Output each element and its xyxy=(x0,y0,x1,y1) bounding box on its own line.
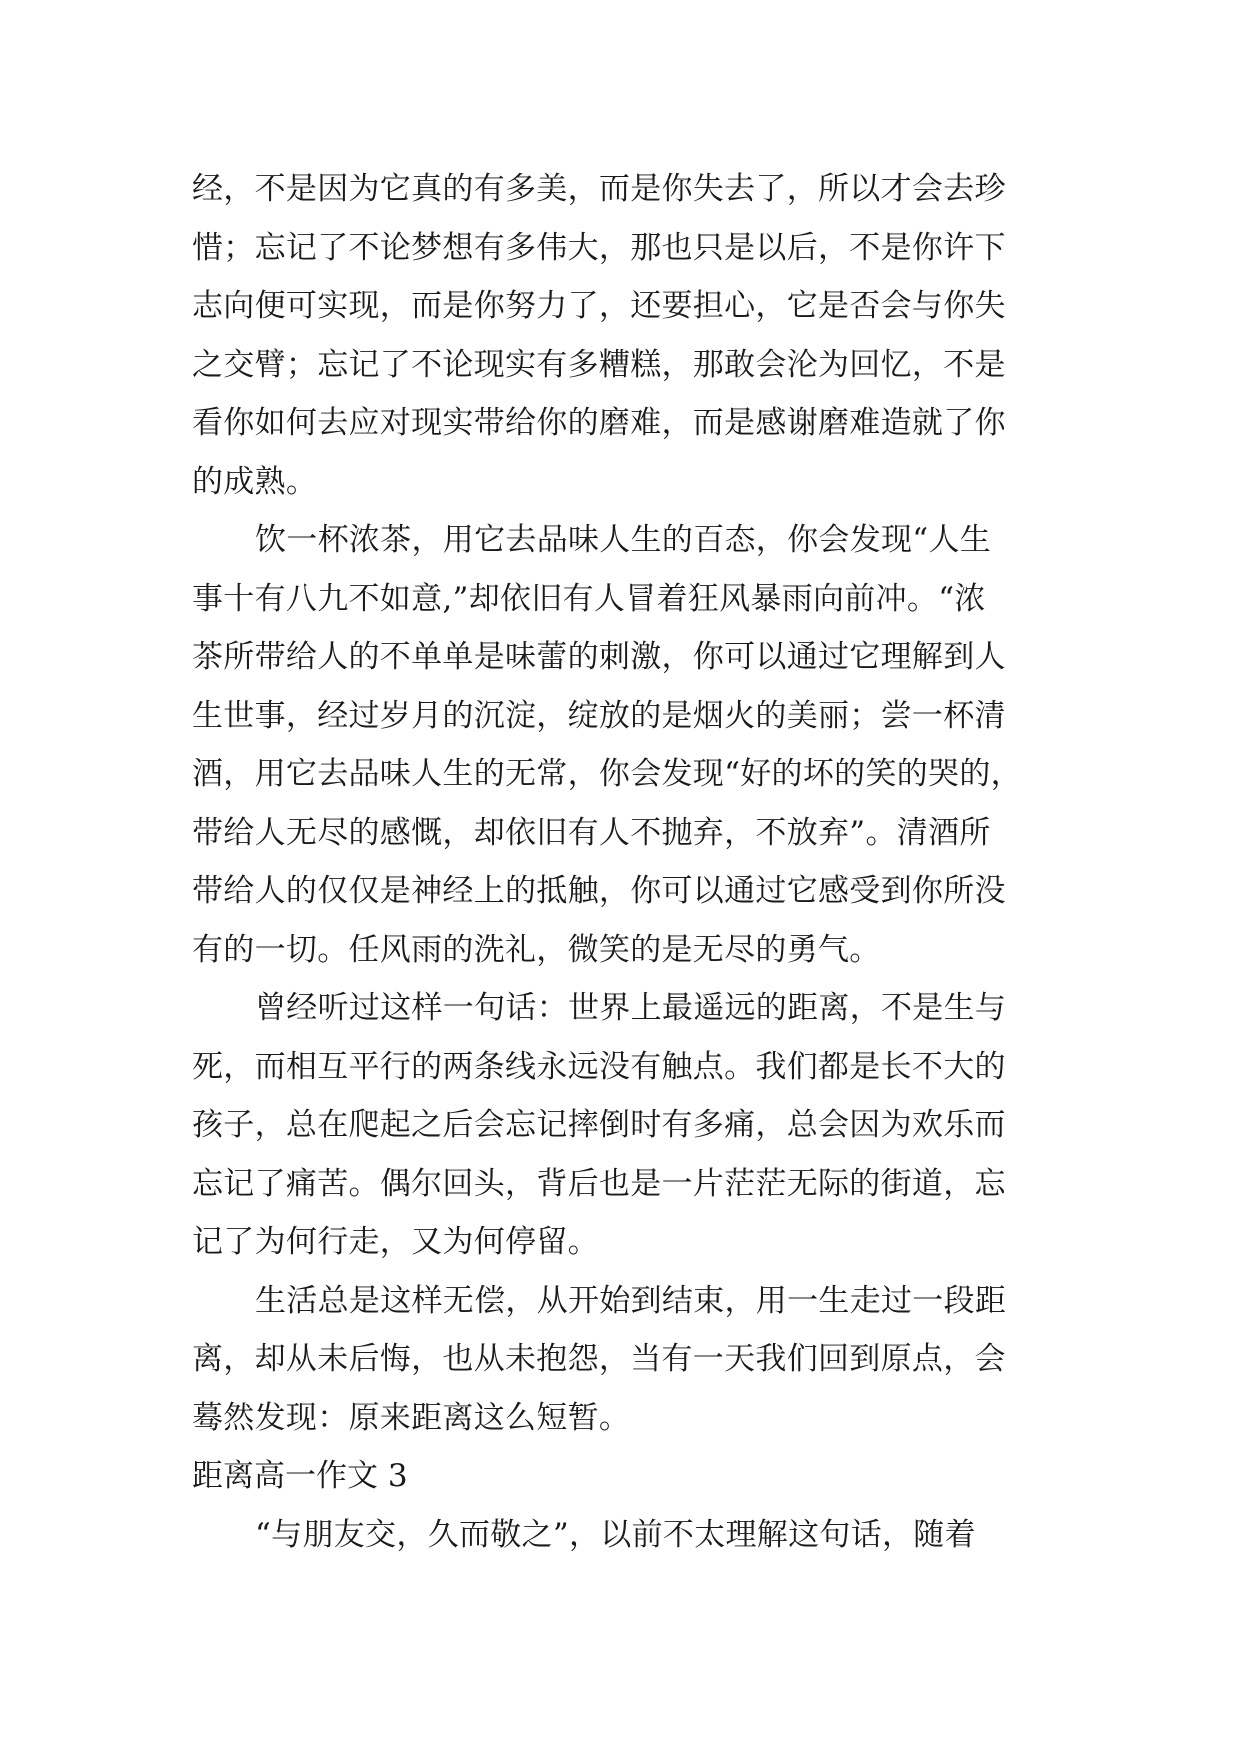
paragraph-line: 带给人的仅仅是神经上的抵触，你可以通过它感受到你所没 xyxy=(192,873,1006,909)
paragraph-line: 蓦然发现：原来距离这么短暂。 xyxy=(192,1399,631,1436)
paragraph-line: 离，却从未后悔，也从未抱怨，当有一天我们回到原点，会 xyxy=(192,1341,1006,1377)
paragraph-first-line: 曾经听过这样一句话：世界上最遥远的距离，不是生与 xyxy=(255,990,1007,1026)
paragraph-line: 记了为何行走，又为何停留。 xyxy=(192,1224,599,1260)
paragraph-line: 酒，用它去品味人生的无常，你会发现“好的坏的笑的哭的， xyxy=(192,756,1022,792)
paragraph-line: 经，不是因为它真的有多美，而是你失去了，所以才会去珍 xyxy=(192,171,1006,207)
paragraph-first-line: 饮一杯浓茶，用它去品味人生的百态，你会发现“人生 xyxy=(255,522,992,558)
paragraph-first-line: 生活总是这样无偿，从开始到结束，用一生走过一段距 xyxy=(255,1282,1007,1319)
paragraph-line: 事十有八九不如意,”却依旧有人冒着狂风暴雨向前冲。“浓 xyxy=(192,580,986,617)
paragraph-line: 茶所带给人的不单单是味蕾的刺激，你可以通过它理解到人 xyxy=(192,639,1006,675)
paragraph-line: 之交臂；忘记了不论现实有多糟糕，那敢会沦为回忆，不是 xyxy=(192,346,1006,383)
paragraph-line: 死，而相互平行的两条线永远没有触点。我们都是长不大的 xyxy=(192,1048,1006,1085)
paragraph-line: 看你如何去应对现实带给你的磨难，而是感谢磨难造就了你 xyxy=(192,405,1006,441)
document-body xyxy=(192,160,1052,1564)
paragraph-line: 志向便可实现，而是你努力了，还要担心，它是否会与你失 xyxy=(192,288,1006,324)
paragraph-line: 带给人无尽的感慨，却依旧有人不抛弃，不放弃”。清酒所 xyxy=(192,814,991,851)
paragraph-first-line: “与朋友交，久而敬之”，以前不太理解这句话，随着 xyxy=(255,1516,976,1553)
paragraph-line: 的成熟。 xyxy=(192,463,318,500)
paragraph-line: 忘记了痛苦。偶尔回头，背后也是一片茫茫无际的街道，忘 xyxy=(192,1165,1006,1202)
paragraph-line: 有的一切。任风雨的洗礼，微笑的是无尽的勇气。 xyxy=(192,931,881,968)
paragraph-line: 孩子，总在爬起之后会忘记摔倒时有多痛，总会因为欢乐而 xyxy=(192,1107,1006,1143)
section-heading: 距离高一作文 3 xyxy=(192,1458,408,1494)
paragraph-line: 生世事，经过岁月的沉淀，绽放的是烟火的美丽；尝一杯清 xyxy=(192,697,1006,734)
paragraph-line: 惜；忘记了不论梦想有多伟大，那也只是以后，不是你许下 xyxy=(192,229,1006,266)
